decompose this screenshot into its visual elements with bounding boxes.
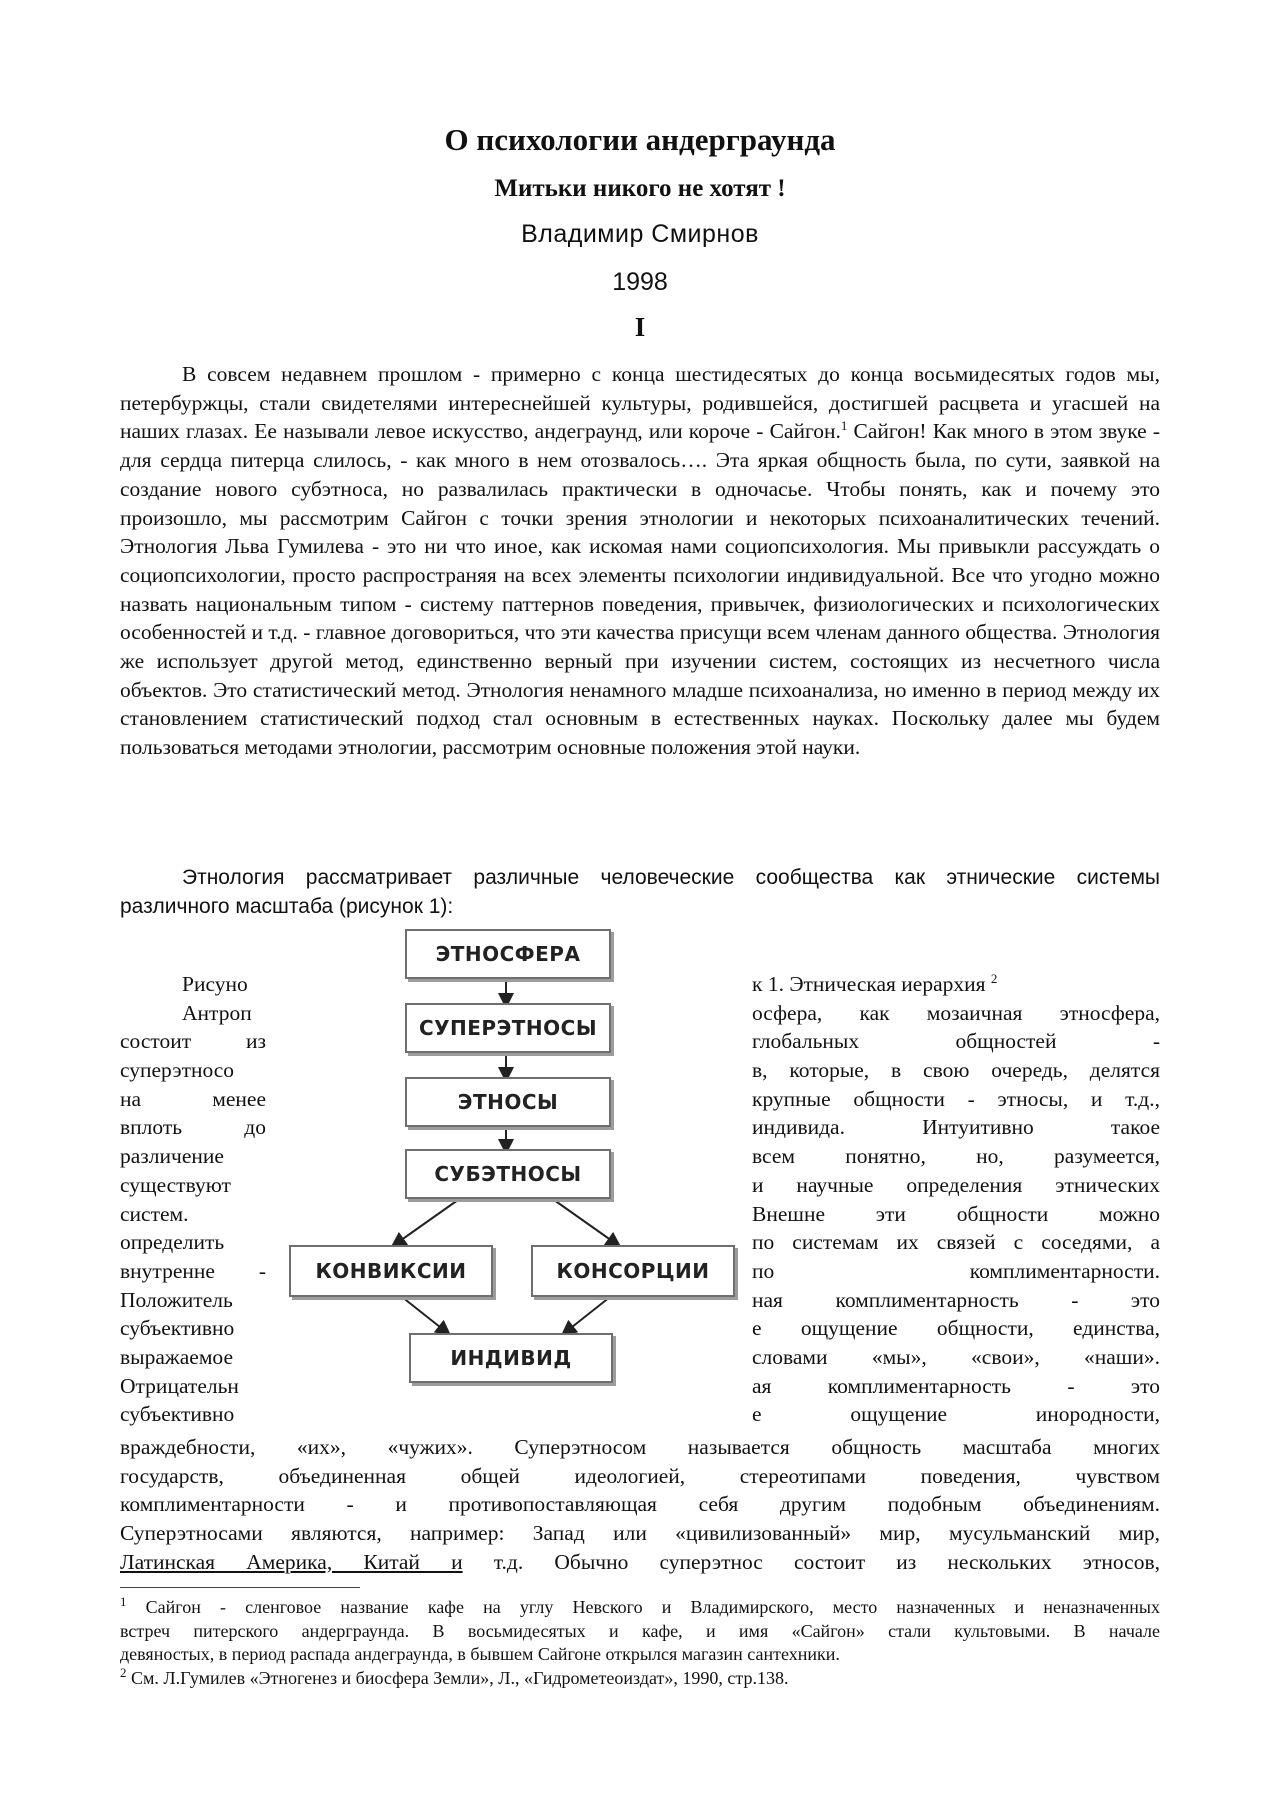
- wrap-left-column: [120, 970, 266, 1429]
- footnote-separator: [120, 1587, 360, 1588]
- footnote-ref-1[interactable]: 1: [840, 418, 848, 434]
- wrap-left-line: суперэтносо: [120, 1058, 235, 1083]
- paragraph-intro: [120, 360, 1160, 762]
- wrap-right-line: словами «мы», «свои», «наши».: [752, 1344, 1160, 1369]
- wrap-right-line: и научные определения этнических: [752, 1172, 1160, 1197]
- wrap-right-line: Внешне эти общности можно: [752, 1201, 1160, 1226]
- wrap-right-column: [752, 970, 1160, 1429]
- box-subethnoses: СУБЭТНОСЫ: [405, 1149, 611, 1199]
- wrap-left-line: различение: [120, 1144, 224, 1169]
- tail-line: комплиментарности - и противопоставляющая себя другим подобным объединениям.: [120, 1492, 1160, 1517]
- ethnic-hierarchy-diagram: [285, 925, 745, 1385]
- footnote-ref-2[interactable]: 2: [990, 970, 998, 986]
- wrap-left-line: внутренне -: [120, 1258, 266, 1283]
- paragraph-superethnos: [120, 1433, 1160, 1576]
- box-individual: ИНДИВИД: [409, 1333, 613, 1383]
- box-ethnoses: ЭТНОСЫ: [405, 1077, 611, 1127]
- box-superethnoses: СУПЕРЭТНОСЫ: [405, 1003, 611, 1053]
- wrap-left-line: Положитель: [120, 1287, 233, 1312]
- tail-line: враждебности, «их», «чужих». Суперэтносом называется общность масштаба многих: [120, 1435, 1160, 1459]
- wrap-left-line: субъективно: [120, 1316, 235, 1341]
- footnote-1-mark: 1: [120, 1594, 127, 1609]
- arrow-7: [567, 1293, 615, 1331]
- box-consortia: КОНСОРЦИИ: [531, 1245, 735, 1297]
- wrap-right-line: е ощущение инородности,: [752, 1402, 1160, 1427]
- arrow-5: [547, 1195, 615, 1243]
- underlined-link[interactable]: Латинская Америка, Китай и: [120, 1549, 463, 1574]
- publication-year: 1998: [612, 268, 668, 296]
- wrap-right-line: по комплиментарности.: [752, 1258, 1160, 1283]
- article-subtitle: Митьки никого не хотят !: [494, 175, 786, 202]
- footnotes: [120, 1596, 1160, 1690]
- wrap-left-line: Антроп: [182, 1000, 252, 1025]
- tail-line: Суперэтносами являются, например: Запад или «цивилизованный» мир, мусульманский мир,: [120, 1521, 1160, 1546]
- tail-line: государств, объединенная общей идеологией, стереотипами поведения, чувством: [120, 1463, 1160, 1488]
- wrap-left-line: Отрицательн: [120, 1373, 239, 1398]
- wrap-left-line: вплоть до: [120, 1115, 266, 1140]
- wrap-right-line: индивида. Интуитивно такое: [752, 1115, 1160, 1140]
- wrap-right-line: в, которые, в свою очередь, делятся: [752, 1058, 1160, 1083]
- wrap-left-line: систем.: [120, 1201, 189, 1226]
- arrow-4: [397, 1195, 465, 1243]
- box-ethnosphere: ЭТНОСФЕРА: [405, 929, 611, 979]
- box-convixia: КОНВИКСИИ: [289, 1245, 493, 1297]
- footnote-2-mark: 2: [120, 1664, 127, 1680]
- wrap-left-line: состоит из: [120, 1029, 266, 1054]
- wrap-right-line: ная комплиментарность - это: [752, 1287, 1160, 1312]
- footnote-1-line: встреч питерского андерграунда. В восьмидесятых и кафе, и имя «Сайгон» стали культовыми. В начале: [120, 1620, 1160, 1641]
- paragraph-intro-text-b: Сайгон! Как много в этом звуке - для сердца питерца слилось, - как много в нем отозвалось…. Эта яркая общность была, по сути, заявкой на создание нового субэтноса, но развалилась практически в одночасье. Чтобы понять, как и почему это произошло, мы рассмотрим Сайгон с точки зрения этнологии и некоторых психоаналитических течений. Этнология Льва Гумилева - это ни что иное, как искомая нами социопсихология. Мы привыкли рассуждать о социопсихологии, просто распространяя на всех элементы психологии индивидуальной. Все что угодно можно назвать национальным типом - систему паттернов поведения, привычек, физиологических и психологических особенностей и т.д. - главное договориться, что эти качества присущи всем членам данного общества. Этнология же использует другой метод, единственно верный при изучении систем, состоящих из несчетного числа объектов. Это статистический метод. Этнология ненамного младше психоанализа, но именно в период между их становлением статистический подход стал основным в естественных науках. Поскольку далее мы будем пользоваться методами этнологии, рассмотрим основные положения этой науки.: [120, 419, 1160, 760]
- wrap-right-line: всем понятно, но, разумеется,: [752, 1144, 1160, 1169]
- wrap-left-line: определить: [120, 1230, 225, 1255]
- author-name: Владимир Смирнов: [521, 220, 759, 248]
- footnote-1-line: девяностых, в период распада андеграунда, в бывшем Сайгоне открылся магазин сантехники.: [120, 1644, 840, 1664]
- arrow-6: [397, 1293, 445, 1331]
- wrap-right-line: осфера, как мозаичная этносфера,: [752, 1000, 1160, 1025]
- wrap-right-line: по системам их связей с соседями, а: [752, 1230, 1160, 1255]
- wrap-left-line: на менее: [120, 1086, 266, 1111]
- article-title: О психологии андерграунда: [444, 122, 836, 157]
- wrap-right-line: крупные общности - этносы, и т.д.,: [752, 1086, 1160, 1111]
- paragraph-ethnology-text: Этнология рассматривает различные человеческие сообщества как этнические системы различного масштаба (рисунок 1):: [120, 866, 1160, 918]
- footnote-1-line: $^1$ Сайгон - сленговое название кафе на углу Невского и Владимирского, место назначенных и неназначенных: [120, 1594, 1160, 1617]
- paragraph-intro-text-a: В совсем недавнем прошлом - примерно с конца шестидесятых до конца восьмидесятых годов мы, петербуржцы, стали свидетелями интереснейшей культуры, родившейся, достигшей расцвета и угасшей на наших глазах. Ее называли левое искусство, андеграунд, или короче - Сайгон.: [120, 362, 1160, 444]
- footnote-2: $^2$ См. Л.Гумилев «Этногенез и биосфера Земли», Л., «Гидрометеоиздат», 1990, стр.138.: [120, 1664, 789, 1688]
- section-number: I: [634, 312, 646, 342]
- wrap-left-line: выражаемое: [120, 1344, 233, 1369]
- figure-caption: к 1. Этническая иерархия $^2$: [752, 970, 998, 996]
- wrap-left-line: Рисуно: [182, 972, 248, 996]
- wrap-left-line: субъективно: [120, 1402, 235, 1427]
- wrap-right-line: ая комплиментарность - это: [752, 1373, 1160, 1398]
- wrap-left-line: существуют: [120, 1172, 231, 1197]
- wrap-right-line: глобальных общностей -: [752, 1029, 1160, 1054]
- wrap-right-line: е ощущение общности, единства,: [752, 1316, 1160, 1341]
- tail-line: Латинская Америка, Китай и т.д. Обычно суперэтнос состоит из нескольких этносов,: [120, 1549, 1160, 1574]
- paragraph-ethnology: [120, 864, 1160, 921]
